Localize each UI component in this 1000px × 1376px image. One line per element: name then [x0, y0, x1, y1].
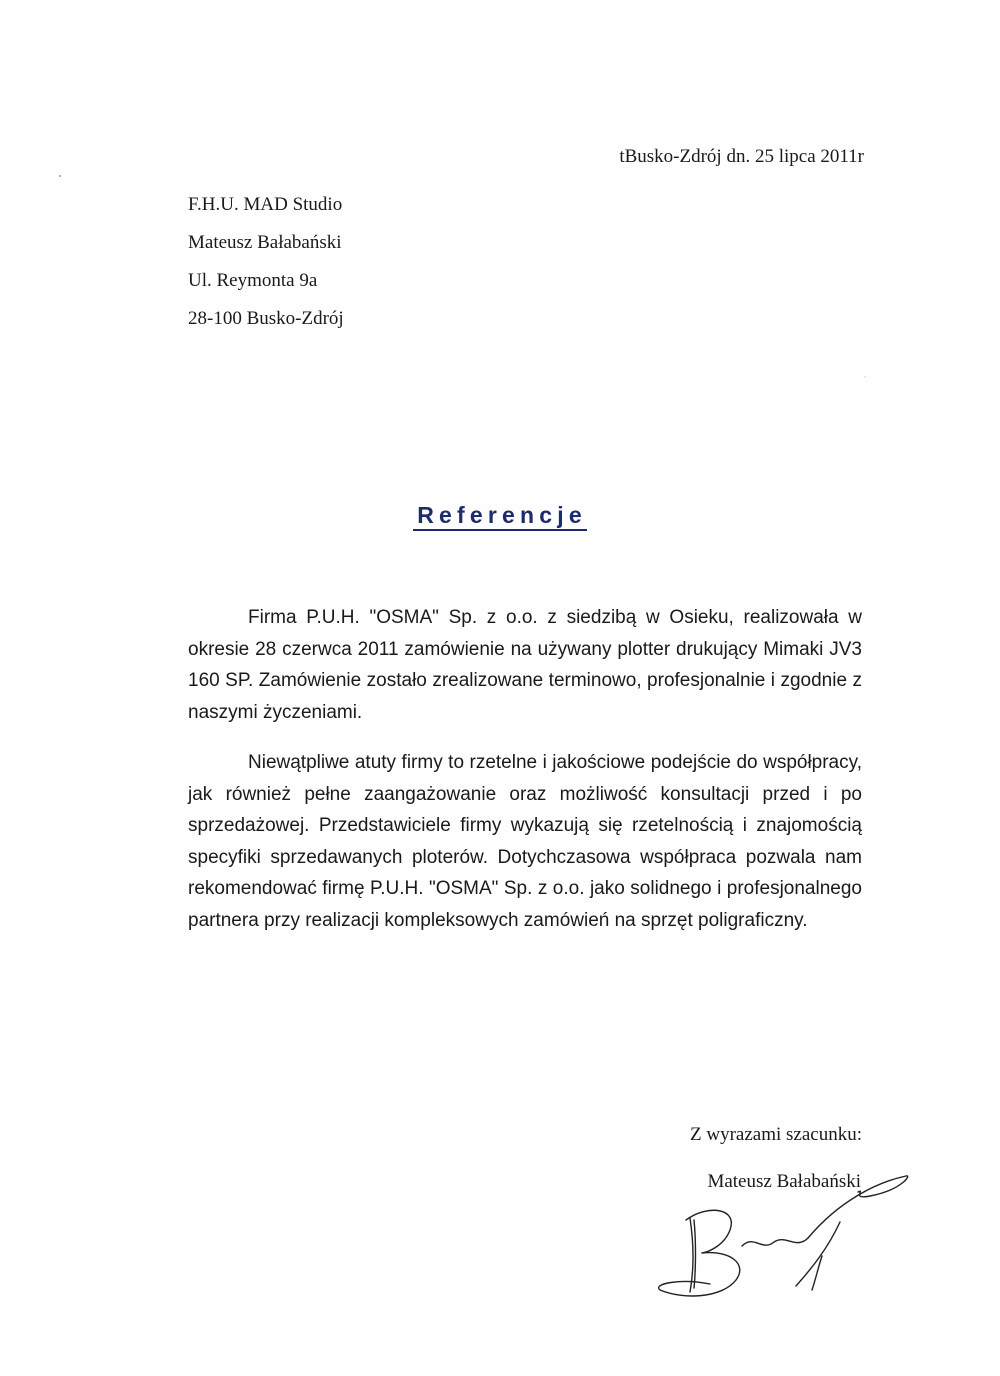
sender-name: Mateusz Bałabański [188, 232, 342, 253]
body-paragraph-2: Niewątpliwe atuty firmy to rzetelne i jakościowe podejście do współpracy, jak również pełne zaangażowanie oraz możliwość konsultacji przed i po sprzedażowej. Przedstawiciele firmy wykazują się rzetelnością i znajomością specyfiki sprzedawanych ploterów. Dotychczasowa współpraca pozwala nam rekomendować firmę P.U.H. "OSMA" Sp. z o.o. jako solidnego i profesjonalnego partnera przy realizacji kompleksowych zamówień na sprzęt poligraficzny. [188, 752, 862, 931]
handwritten-signature [650, 1160, 920, 1310]
closing-line: Z wyrazami szacunku: [690, 1124, 862, 1145]
sender-street: Ul. Reymonta 9a [188, 270, 318, 291]
sender-address-block [188, 186, 344, 338]
sender-company: F.H.U. MAD Studio [188, 194, 343, 215]
letter-body [188, 602, 862, 936]
date-line: tBusko-Zdrój dn. 25 lipca 2011r [619, 146, 864, 167]
signer-name: Mateusz Bałabański [707, 1171, 861, 1192]
sender-city: 28-100 Busko-Zdrój [188, 308, 344, 329]
body-paragraph-1: Firma P.U.H. "OSMA" Sp. z o.o. z siedzibą w Osieku, realizowała w okresie 28 czerwca 2011 zamówienie na używany plotter drukujący Mimaki JV3 160 SP. Zamówienie zostało zrealizowane terminowo, profesjonalnie i zgodnie z naszymi życzeniami. [188, 607, 862, 723]
document-title: Referencje [413, 502, 587, 531]
document-title-wrap [0, 502, 1000, 529]
